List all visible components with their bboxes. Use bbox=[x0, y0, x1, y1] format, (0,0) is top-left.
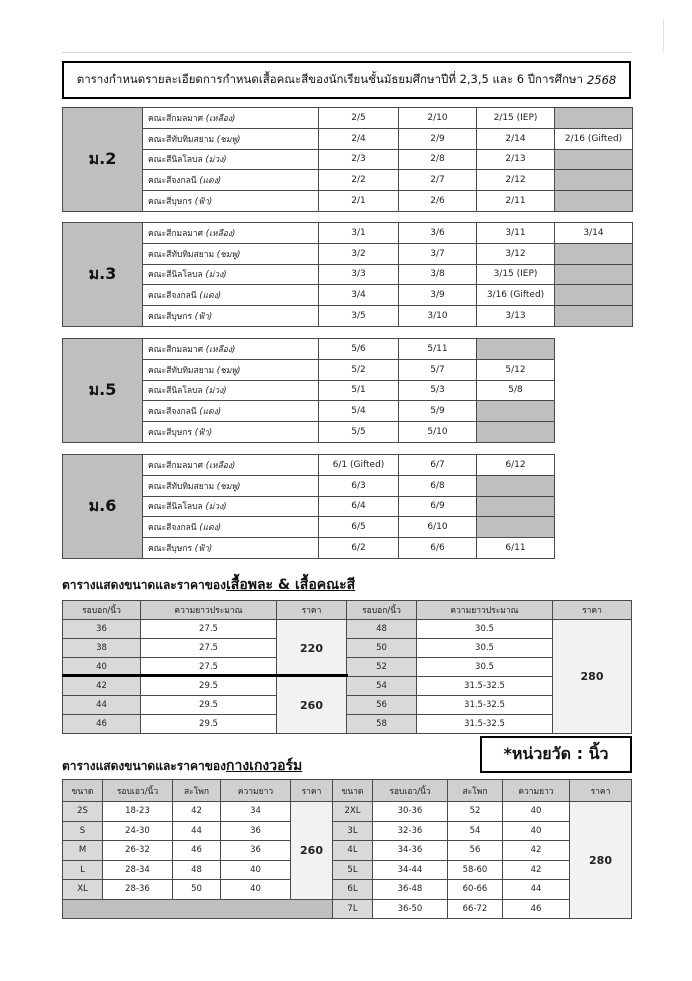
class-cell: 6/11 bbox=[477, 538, 555, 559]
class-cell: 2/1 bbox=[319, 191, 399, 212]
faculty-name bbox=[143, 306, 319, 327]
hip: 50 bbox=[173, 880, 221, 900]
table-row bbox=[63, 677, 632, 696]
class-cell: 5/11 bbox=[399, 339, 477, 360]
table-row bbox=[63, 620, 632, 639]
class-cell bbox=[555, 170, 633, 191]
class-cell: 2/2 bbox=[319, 170, 399, 191]
table-row bbox=[63, 149, 633, 170]
class-cell: 2/13 bbox=[477, 149, 555, 170]
class-cell bbox=[555, 306, 633, 327]
pants-title-prefix: ตารางแสดงขนาดและราคาของ bbox=[62, 759, 226, 773]
faculty-color-text: (ชมพู) bbox=[216, 481, 241, 492]
class-cell: 2/4 bbox=[319, 128, 399, 149]
class-cell: 6/7 bbox=[399, 455, 477, 476]
chest-size: 44 bbox=[63, 696, 141, 715]
faculty-name bbox=[143, 128, 319, 149]
chest-size: 56 bbox=[347, 696, 417, 715]
col-header: ความยาว bbox=[221, 780, 291, 802]
faculty-name bbox=[143, 475, 319, 496]
hip: 66-72 bbox=[448, 899, 503, 919]
class-cell: 3/15 (IEP) bbox=[477, 264, 555, 285]
class-cell: 3/2 bbox=[319, 243, 399, 264]
table-row bbox=[63, 899, 632, 919]
faculty-color-text: (เหลือง) bbox=[205, 228, 236, 239]
class-cell: 3/7 bbox=[399, 243, 477, 264]
col-header: สะโพก bbox=[173, 780, 221, 802]
class-cell: 3/8 bbox=[399, 264, 477, 285]
class-cell bbox=[477, 339, 555, 360]
hip: 56 bbox=[448, 841, 503, 861]
grade-label: ม.2 bbox=[63, 108, 143, 212]
length: 46 bbox=[503, 899, 570, 919]
size-label: 4L bbox=[333, 841, 373, 861]
faculty-color-text: (ม่วง) bbox=[205, 270, 227, 281]
length: 42 bbox=[503, 860, 570, 880]
hip: 54 bbox=[448, 821, 503, 841]
price-cell: 260 bbox=[291, 802, 333, 900]
price-cell: 280 bbox=[553, 620, 632, 734]
divider-line bbox=[62, 52, 632, 53]
chest-size: 38 bbox=[63, 639, 141, 658]
faculty-name-text: คณะสีกมลมาศ bbox=[148, 344, 204, 355]
class-cell: 6/2 bbox=[319, 538, 399, 559]
table-row bbox=[63, 191, 633, 212]
faculty-color-text: (แดง) bbox=[199, 523, 222, 534]
col-header: ขนาด bbox=[333, 780, 373, 802]
col-header: ความยาว bbox=[503, 780, 570, 802]
class-cell: 3/9 bbox=[399, 285, 477, 306]
class-cell bbox=[555, 108, 633, 129]
faculty-color-text: (เหลือง) bbox=[205, 460, 236, 471]
class-cell: 6/8 bbox=[399, 475, 477, 496]
class-cell: 5/10 bbox=[399, 422, 477, 443]
class-cell: 5/1 bbox=[319, 380, 399, 401]
class-cell: 2/7 bbox=[399, 170, 477, 191]
waist: 18-23 bbox=[103, 802, 173, 822]
size-label: XL bbox=[63, 880, 103, 900]
faculty-name-text: คณะสีกมลมาศ bbox=[148, 460, 204, 471]
col-header: ราคา bbox=[553, 601, 632, 620]
length: 29.5 bbox=[141, 696, 277, 715]
waist: 24-30 bbox=[103, 821, 173, 841]
faculty-name bbox=[143, 422, 319, 443]
faculty-color-text: (ม่วง) bbox=[205, 155, 227, 166]
faculty-table bbox=[62, 454, 555, 559]
length: 29.5 bbox=[141, 677, 277, 696]
class-cell: 2/8 bbox=[399, 149, 477, 170]
length: 44 bbox=[503, 880, 570, 900]
class-cell bbox=[477, 496, 555, 517]
chest-size: 40 bbox=[63, 658, 141, 677]
size-label: S bbox=[63, 821, 103, 841]
class-cell: 6/10 bbox=[399, 517, 477, 538]
faculty-name bbox=[143, 538, 319, 559]
class-cell bbox=[555, 149, 633, 170]
table-row bbox=[63, 696, 632, 715]
hip: 52 bbox=[448, 802, 503, 822]
faculty-name-text: คณะสีนิลโลบล bbox=[148, 502, 203, 513]
faculty-name bbox=[143, 517, 319, 538]
table-row bbox=[63, 264, 633, 285]
class-cell: 6/1 (Gifted) bbox=[319, 455, 399, 476]
faculty-name-text: คณะสีกมลมาศ bbox=[148, 228, 204, 239]
faculty-name bbox=[143, 285, 319, 306]
table-row bbox=[63, 243, 633, 264]
class-cell: 5/8 bbox=[477, 380, 555, 401]
hip: 58-60 bbox=[448, 860, 503, 880]
class-cell: 2/5 bbox=[319, 108, 399, 129]
size-label: 7L bbox=[333, 899, 373, 919]
table-row bbox=[63, 306, 633, 327]
class-cell: 5/4 bbox=[319, 401, 399, 422]
length: 30.5 bbox=[417, 658, 553, 677]
table-row bbox=[63, 223, 633, 244]
shirt-size-table bbox=[62, 600, 632, 734]
waist: 28-36 bbox=[103, 880, 173, 900]
faculty-name bbox=[143, 401, 319, 422]
faculty-color-text: (แดง) bbox=[199, 291, 222, 302]
length: 34 bbox=[221, 802, 291, 822]
class-cell: 3/3 bbox=[319, 264, 399, 285]
class-cell bbox=[555, 243, 633, 264]
length: 27.5 bbox=[141, 658, 277, 677]
class-cell: 6/4 bbox=[319, 496, 399, 517]
class-cell: 3/16 (Gifted) bbox=[477, 285, 555, 306]
faculty-name bbox=[143, 223, 319, 244]
col-header: ขนาด bbox=[63, 780, 103, 802]
title-year: 2568 bbox=[586, 73, 617, 87]
table-row bbox=[63, 455, 555, 476]
class-cell: 5/2 bbox=[319, 359, 399, 380]
length: 36 bbox=[221, 841, 291, 861]
pants-title-emphasis: กางเกงวอร์ม bbox=[225, 758, 303, 774]
length: 29.5 bbox=[141, 715, 277, 734]
table-row bbox=[63, 108, 633, 129]
faculty-color-text: (ม่วง) bbox=[205, 502, 227, 513]
class-cell: 3/12 bbox=[477, 243, 555, 264]
length: 40 bbox=[221, 860, 291, 880]
table-row bbox=[63, 285, 633, 306]
col-header: ราคา bbox=[570, 780, 632, 802]
faculty-color-text: (ฟ้า) bbox=[194, 197, 213, 208]
table-row bbox=[63, 880, 632, 900]
faculty-name-text: คณะสีจงกลนี bbox=[148, 176, 197, 187]
length: 36 bbox=[221, 821, 291, 841]
class-cell: 6/12 bbox=[477, 455, 555, 476]
table-row bbox=[63, 860, 632, 880]
size-label: 2XL bbox=[333, 802, 373, 822]
faculty-name-text: คณะสีทับทิมสยาม bbox=[148, 134, 215, 145]
class-cell: 6/6 bbox=[399, 538, 477, 559]
waist: 26-32 bbox=[103, 841, 173, 861]
class-cell: 2/15 (IEP) bbox=[477, 108, 555, 129]
faculty-name bbox=[143, 108, 319, 129]
faculty-name bbox=[143, 149, 319, 170]
length: 40 bbox=[503, 821, 570, 841]
faculty-color-text: (ฟ้า) bbox=[194, 312, 213, 323]
chest-size: 50 bbox=[347, 639, 417, 658]
class-cell: 6/5 bbox=[319, 517, 399, 538]
class-cell: 3/1 bbox=[319, 223, 399, 244]
col-header: รอบเอว/นิ้ว bbox=[373, 780, 448, 802]
faculty-name-text: คณะสีบุษกร bbox=[148, 197, 193, 208]
class-cell: 5/12 bbox=[477, 359, 555, 380]
faculty-name bbox=[143, 455, 319, 476]
faculty-table bbox=[62, 338, 555, 443]
class-cell: 2/10 bbox=[399, 108, 477, 129]
faculty-color-text: (แดง) bbox=[199, 176, 222, 187]
faculty-color-text: (ชมพู) bbox=[216, 134, 241, 145]
unit-note: *หน่วยวัด : นิ้ว bbox=[480, 736, 632, 773]
shirt-title-emphasis: เสื้อพละ & เสื้อคณะสี bbox=[225, 577, 356, 593]
faculty-color-text: (ม่วง) bbox=[205, 386, 227, 397]
faculty-name bbox=[143, 191, 319, 212]
hip: 44 bbox=[173, 821, 221, 841]
class-cell: 6/9 bbox=[399, 496, 477, 517]
faculty-name-text: คณะสีบุษกร bbox=[148, 428, 193, 439]
length: 30.5 bbox=[417, 639, 553, 658]
faculty-name bbox=[143, 170, 319, 191]
faculty-color-text: (เหลือง) bbox=[205, 344, 236, 355]
faculty-color-text: (เหลือง) bbox=[205, 113, 236, 124]
table-row bbox=[63, 128, 633, 149]
class-cell bbox=[555, 285, 633, 306]
faculty-name-text: คณะสีบุษกร bbox=[148, 312, 193, 323]
hip: 46 bbox=[173, 841, 221, 861]
faculty-name bbox=[143, 243, 319, 264]
table-row bbox=[63, 339, 555, 360]
faculty-color-text: (ฟ้า) bbox=[194, 428, 213, 439]
size-label: 2S bbox=[63, 802, 103, 822]
title-text: ตารางกำหนดรายละเอียดการกำหนดเสื้อคณะสีของนักเรียนชั้นมัธยมศึกษาปีที่ 2,3,5 และ 6 ปีการศึกษา bbox=[76, 72, 583, 86]
waist: 34-36 bbox=[373, 841, 448, 861]
size-label: L bbox=[63, 860, 103, 880]
faculty-name bbox=[143, 339, 319, 360]
length: 31.5-32.5 bbox=[417, 696, 553, 715]
price-cell: 220 bbox=[277, 620, 347, 677]
faculty-name-text: คณะสีนิลโลบล bbox=[148, 270, 203, 281]
class-cell: 3/13 bbox=[477, 306, 555, 327]
waist: 28-34 bbox=[103, 860, 173, 880]
length: 27.5 bbox=[141, 639, 277, 658]
length: 27.5 bbox=[141, 620, 277, 639]
col-header: ราคา bbox=[291, 780, 333, 802]
class-cell bbox=[477, 422, 555, 443]
class-cell: 5/3 bbox=[399, 380, 477, 401]
faculty-name bbox=[143, 359, 319, 380]
length: 40 bbox=[503, 802, 570, 822]
class-cell: 2/14 bbox=[477, 128, 555, 149]
chest-size: 36 bbox=[63, 620, 141, 639]
chest-size: 42 bbox=[63, 677, 141, 696]
faculty-name-text: คณะสีนิลโลบล bbox=[148, 386, 203, 397]
chest-size: 48 bbox=[347, 620, 417, 639]
class-cell: 5/9 bbox=[399, 401, 477, 422]
faculty-name bbox=[143, 380, 319, 401]
waist: 36-48 bbox=[373, 880, 448, 900]
size-label: 6L bbox=[333, 880, 373, 900]
col-header: ความยาวประมาณ bbox=[141, 601, 277, 620]
table-row bbox=[63, 639, 632, 658]
hip: 48 bbox=[173, 860, 221, 880]
class-cell: 5/5 bbox=[319, 422, 399, 443]
chest-size: 54 bbox=[347, 677, 417, 696]
chest-size: 52 bbox=[347, 658, 417, 677]
class-cell: 2/11 bbox=[477, 191, 555, 212]
faculty-name-text: คณะสีทับทิมสยาม bbox=[148, 249, 215, 260]
waist: 30-36 bbox=[373, 802, 448, 822]
faculty-table bbox=[62, 222, 633, 327]
col-header: ราคา bbox=[277, 601, 347, 620]
page-title bbox=[62, 61, 631, 99]
col-header: รอบอก/นิ้ว bbox=[347, 601, 417, 620]
length: 40 bbox=[221, 880, 291, 900]
size-label: M bbox=[63, 841, 103, 861]
faculty-name-text: คณะสีนิลโลบล bbox=[148, 155, 203, 166]
class-cell: 2/3 bbox=[319, 149, 399, 170]
class-cell: 5/6 bbox=[319, 339, 399, 360]
faculty-name-text: คณะสีจงกลนี bbox=[148, 407, 197, 418]
length: 31.5-32.5 bbox=[417, 677, 553, 696]
col-header: ความยาวประมาณ bbox=[417, 601, 553, 620]
size-label: 3L bbox=[333, 821, 373, 841]
col-header: รอบอก/นิ้ว bbox=[63, 601, 141, 620]
class-cell bbox=[477, 475, 555, 496]
faculty-name-text: คณะสีบุษกร bbox=[148, 544, 193, 555]
faculty-name-text: คณะสีจงกลนี bbox=[148, 291, 197, 302]
divider-line bbox=[663, 18, 664, 52]
hip: 60-66 bbox=[448, 880, 503, 900]
waist: 34-44 bbox=[373, 860, 448, 880]
faculty-name-text: คณะสีทับทิมสยาม bbox=[148, 365, 215, 376]
class-cell bbox=[477, 517, 555, 538]
price-cell: 260 bbox=[277, 677, 347, 734]
faculty-name-text: คณะสีจงกลนี bbox=[148, 523, 197, 534]
grade-label: ม.5 bbox=[63, 339, 143, 443]
faculty-color-text: (แดง) bbox=[199, 407, 222, 418]
table-row bbox=[63, 715, 632, 734]
faculty-name bbox=[143, 264, 319, 285]
class-cell: 2/12 bbox=[477, 170, 555, 191]
class-cell: 3/11 bbox=[477, 223, 555, 244]
waist: 32-36 bbox=[373, 821, 448, 841]
class-cell: 2/9 bbox=[399, 128, 477, 149]
length: 42 bbox=[503, 841, 570, 861]
faculty-name-text: คณะสีทับทิมสยาม bbox=[148, 481, 215, 492]
chest-size: 58 bbox=[347, 715, 417, 734]
class-cell: 6/3 bbox=[319, 475, 399, 496]
faculty-table bbox=[62, 107, 633, 212]
class-cell: 5/7 bbox=[399, 359, 477, 380]
faculty-color-text: (ชมพู) bbox=[216, 249, 241, 260]
grade-label: ม.6 bbox=[63, 455, 143, 559]
divider-line bbox=[62, 674, 348, 677]
faculty-color-text: (ชมพู) bbox=[216, 365, 241, 376]
faculty-color-text: (ฟ้า) bbox=[194, 544, 213, 555]
empty-cell bbox=[63, 899, 333, 919]
hip: 42 bbox=[173, 802, 221, 822]
table-row bbox=[63, 170, 633, 191]
class-cell: 2/16 (Gifted) bbox=[555, 128, 633, 149]
class-cell bbox=[555, 191, 633, 212]
col-header: สะโพก bbox=[448, 780, 503, 802]
class-cell: 3/10 bbox=[399, 306, 477, 327]
class-cell: 3/6 bbox=[399, 223, 477, 244]
faculty-name bbox=[143, 496, 319, 517]
faculty-name-text: คณะสีกมลมาศ bbox=[148, 113, 204, 124]
pants-size-table bbox=[62, 779, 632, 919]
table-row bbox=[63, 821, 632, 841]
table-row bbox=[63, 802, 632, 822]
table-row bbox=[63, 841, 632, 861]
waist: 36-50 bbox=[373, 899, 448, 919]
class-cell: 3/14 bbox=[555, 223, 633, 244]
shirt-section-title bbox=[62, 574, 355, 596]
shirt-title-prefix: ตารางแสดงขนาดและราคาของ bbox=[62, 578, 226, 592]
length: 31.5-32.5 bbox=[417, 715, 553, 734]
grade-label: ม.3 bbox=[63, 223, 143, 327]
size-label: 5L bbox=[333, 860, 373, 880]
pants-section-title bbox=[62, 755, 302, 777]
class-cell bbox=[555, 264, 633, 285]
chest-size: 46 bbox=[63, 715, 141, 734]
price-cell: 280 bbox=[570, 802, 632, 919]
class-cell: 2/6 bbox=[399, 191, 477, 212]
class-cell: 3/5 bbox=[319, 306, 399, 327]
class-cell bbox=[477, 401, 555, 422]
class-cell: 3/4 bbox=[319, 285, 399, 306]
length: 30.5 bbox=[417, 620, 553, 639]
col-header: รอบเอว/นิ้ว bbox=[103, 780, 173, 802]
